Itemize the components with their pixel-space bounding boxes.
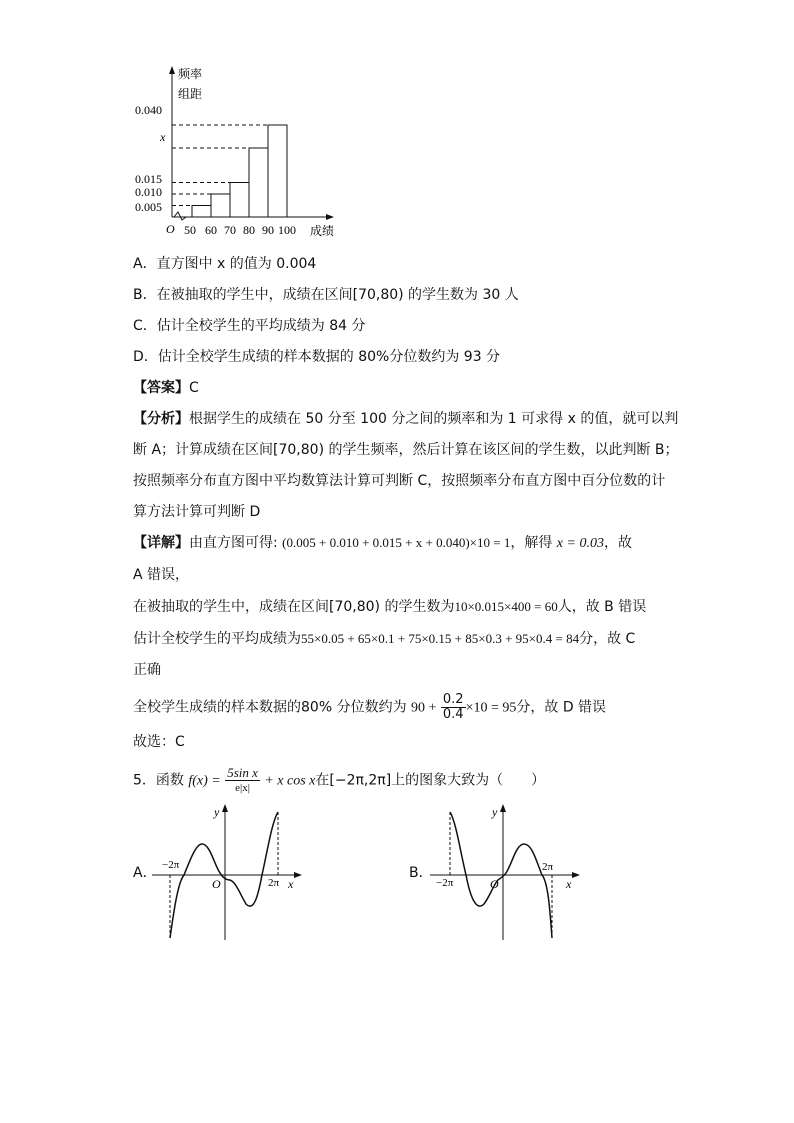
answer-line <box>133 378 199 398</box>
xtick-60: 60 <box>205 223 217 237</box>
graph-b-pos: 2π <box>542 861 554 873</box>
graph-b-origin: O <box>490 877 499 891</box>
analysis-line-1: 【分析】根据学生的成绩在 50 分至 100 分之间的频率和为 1 可求得 x 的值，就可以判 <box>133 411 679 427</box>
analysis-line-4: 算方法计算可判断 D <box>133 504 261 520</box>
q5-label: 5．函数 <box>133 772 184 789</box>
histogram-ylabel-top: 频率 <box>178 67 203 81</box>
xtick-100: 100 <box>278 223 296 237</box>
detail-equation: (0.005 + 0.010 + 0.015 + x + 0.040)×10 = 1 <box>282 535 511 550</box>
histogram-bar <box>230 183 249 218</box>
option-a: A．直方图中 x 的值为 0.004 <box>133 256 317 272</box>
graph-a-y: y <box>214 805 220 819</box>
detail-line-7: 故选：C <box>133 734 185 750</box>
detail-line-3: 在被抽取的学生中，成绩在区间[70,80) 的学生数为10×0.015×400 = 60人，故 B 错误 <box>133 599 647 615</box>
detail-solution: x = 0.03 <box>556 536 604 551</box>
xtick-80: 80 <box>243 223 255 237</box>
analysis-line-3: 按照频率分布直方图中平均数算法计算可判断 C，按照频率分布直方图中百分位数的计 <box>133 473 666 489</box>
histogram-bar <box>249 148 268 217</box>
ytick-0040: 0.040 <box>135 103 162 117</box>
histogram-bar <box>192 206 211 218</box>
graph-b-label: B． <box>409 865 433 881</box>
ytick-0005: 0.005 <box>135 200 162 214</box>
xtick-50: 50 <box>184 223 196 237</box>
xtick-70: 70 <box>224 223 236 237</box>
fraction-0.2-over-0.4: $\frac{0.2}{0.4}$ <box>442 692 464 722</box>
detail-line-4: 估计全校学生的平均成绩为55×0.05 + 65×0.1 + 75×0.15 + 85×0.3 + 95×0.4 = 84分，故 C <box>133 631 636 647</box>
answer-tag: 【答案】 <box>133 380 189 396</box>
graph-a-x: x <box>288 877 294 891</box>
analysis-line-2: 断 A；计算成绩在区间[70,80) 的学生频率，然后计算在该区间的学生数，以此判断 B； <box>133 442 679 458</box>
histogram-xticks <box>184 223 296 237</box>
graph-b <box>428 800 588 945</box>
question-5: 5．函数 f(x) = $\frac{\text{5sin x}}{e|x|}$ + x cos x在[−2π,2π]上的图象大致为（ ） <box>133 765 546 794</box>
q5-fraction: $\frac{\text{5sin x}}{e|x|}$ <box>227 765 258 794</box>
graph-a-pos: 2π <box>268 877 280 889</box>
histogram-guide-lines <box>172 125 268 206</box>
option-b: B．在被抽取的学生中，成绩在区间[70,80) 的学生数为 30 人 <box>133 287 519 303</box>
graph-a <box>150 800 310 945</box>
graph-b-x: x <box>566 877 572 891</box>
option-c: C．估计全校学生的平均成绩为 84 分 <box>133 318 366 334</box>
histogram-xlabel: 成绩 <box>310 224 335 238</box>
graph-b-y: y <box>492 805 498 819</box>
detail-line-5: 正确 <box>133 662 161 678</box>
histogram-ylabel-bottom: 组距 <box>178 87 203 101</box>
graph-a-neg: −2π <box>162 859 180 871</box>
detail-tag: 【详解】 <box>133 535 189 551</box>
detail-line-6: 全校学生成绩的样本数据的80% 分位数约为 90 + $\frac{0.2}{0.4}$ ×10 = 95分，故 D 错误 <box>133 692 607 722</box>
histogram-bar <box>268 125 287 217</box>
graph-a-label: A． <box>133 865 157 881</box>
histogram-yticks <box>135 103 166 214</box>
graph-b-neg: −2π <box>436 877 454 889</box>
ytick-0015: 0.015 <box>135 172 162 186</box>
ytick-x: x <box>160 130 166 144</box>
answer-value: C <box>189 380 199 396</box>
histogram-origin: O <box>166 222 175 236</box>
histogram-bars <box>192 125 287 217</box>
detail-line-1: 【详解】由直方图可得: (0.005 + 0.010 + 0.015 + x + 0.040)×10 = 1，解得 x = 0.03，故 <box>133 535 632 551</box>
detail-line-2: A 错误， <box>133 567 190 583</box>
xtick-90: 90 <box>262 223 274 237</box>
analysis-tag: 【分析】 <box>133 411 189 427</box>
option-d: D．估计全校学生成绩的样本数据的 80%分位数约为 93 分 <box>133 349 501 365</box>
ytick-0010: 0.010 <box>135 185 162 199</box>
graph-a-origin: O <box>212 877 221 891</box>
histogram-bar <box>211 194 230 217</box>
frequency-histogram <box>130 62 350 242</box>
